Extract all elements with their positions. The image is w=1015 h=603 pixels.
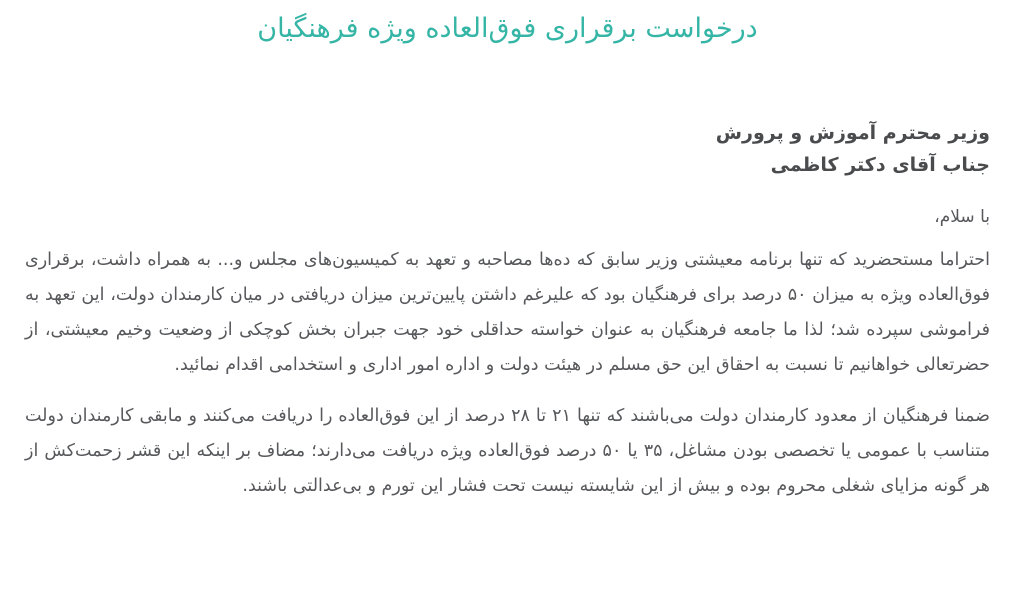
recipient-line-name: جناب آقای دکتر کاظمی bbox=[770, 154, 990, 176]
greeting-line: با سلام، bbox=[934, 207, 990, 227]
paragraph-2: ضمنا فرهنگیان از معدود کارمندان دولت می‌باشند که تنها ۲۱ تا ۲۸ درصد از این فوق‌العاده را دریافت می‌کنند و مابقی کارمندان دولت متناسب با عمومی یا تخصصی بودن مشاغل، ۳۵ یا ۵۰ درصد فوق‌العاده ویژه دریافت می‌دارند؛ مضاف بر اینکه این قشر زحمت‌کش از هر گونه مزایای شغلی محروم بوده و بیش از این شایسته نیست تحت فشار این تورم و بی‌عدالتی باشند. bbox=[25, 406, 991, 496]
petition-letter-page bbox=[0, 7, 1015, 603]
page-title: درخواست برقراری فوق‌العاده ویژه فرهنگیان bbox=[257, 13, 758, 44]
recipient-line-minister: وزیر محترم آموزش و پرورش bbox=[715, 122, 990, 144]
recipient-block bbox=[25, 117, 990, 181]
paragraph-1: احتراما مستحضرید که تنها برنامه معیشتی وزیر سابق که ده‌ها مصاحبه و تعهد به کمیسیون‌های مجلس و... به همراه داشت، برقراری فوق‌العاده ویژه به میزان ۵۰ درصد برای فرهنگیان بود که علیرغم داشتن پایین‌ترین میزان دریافتی در میان کارمندان دولت، این تعهد به فراموشی سپرده شد؛ لذا ما جامعه فرهنگیان به عنوان خواسته حداقلی خود جهت جبران بخش کوچکی از وضعیت وخیم معیشتی، از حضرتعالی خواهانیم تا نسبت به احقاق این حق مسلم در هیئت دولت و اداره امور اداری و استخدامی اقدام نمائید. bbox=[25, 250, 990, 375]
